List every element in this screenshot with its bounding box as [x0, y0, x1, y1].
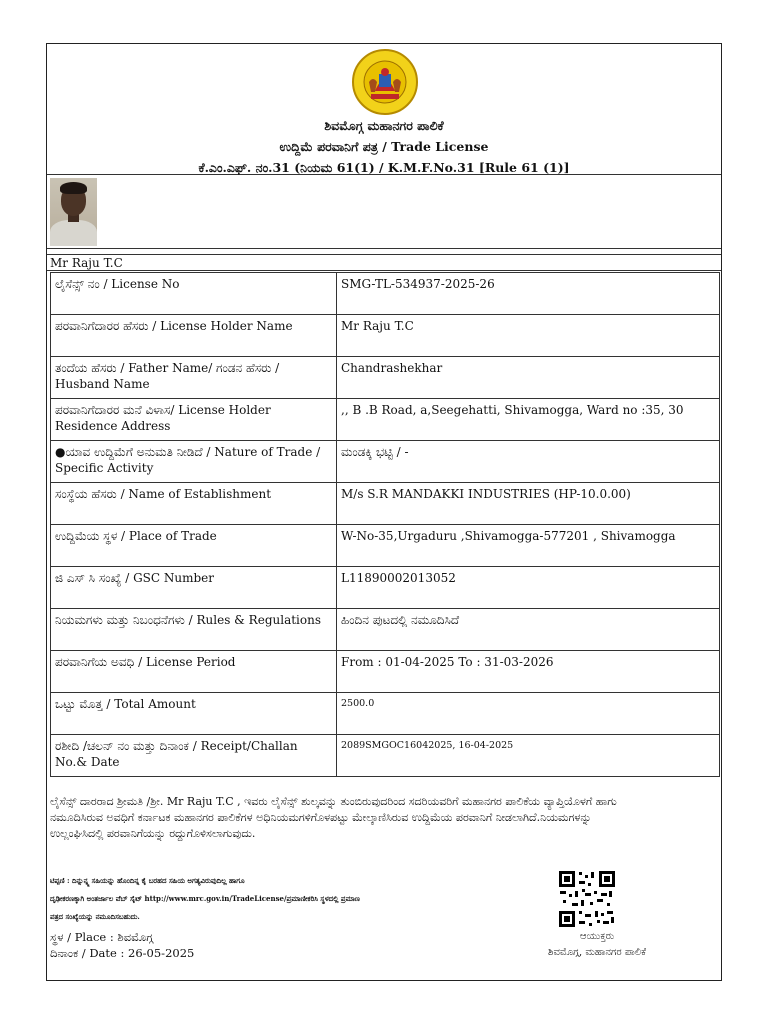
field-label: ಒಟ್ಟು ಮೊತ್ತ / Total Amount — [51, 693, 337, 735]
table-row — [51, 357, 720, 399]
field-label: ಲೈಸೆನ್ಸ್ ನಂ / License No — [51, 273, 337, 315]
field-label: ಉದ್ದಿಮೆಯ ಸ್ಥಳ / Place of Trade — [51, 525, 337, 567]
field-label: ಜಿ ಎಸ್ ಸಿ ಸಂಖ್ಯೆ / GSC Number — [51, 567, 337, 609]
photo-row — [47, 174, 721, 249]
license-number-value: SMG-TL-534937-2025-26 — [337, 273, 720, 315]
field-label: ರಶೀದಿ /ಚಲನ್ ನಂ ಮತ್ತು ದಿನಾಂಕ / Receipt/Challan No.& Date — [51, 735, 337, 777]
table-row — [51, 399, 720, 441]
field-label: ಪರವಾನಿಗೆಯ ಅವಧಿ / License Period — [51, 651, 337, 693]
trade-license-document — [46, 43, 722, 981]
place-label: ಸ್ಥಳ / Place : ಶಿವಮೊಗ್ಗ — [50, 930, 154, 944]
footnote-line: ಪತ್ರದ ಸಂಖ್ಯೆಯನ್ನು ನಮೂದಿಸಬಹುದು. — [50, 912, 140, 921]
residence-address-value: ,, B .B Road, a,Seegehatti, Shivamogga, Ward no :35, 30 — [337, 399, 720, 441]
field-label: ಪರವಾನಿಗೆದಾರರ ಮನೆ ವಿಳಾಸ/ License Holder Residence Address — [51, 399, 337, 441]
table-row — [51, 693, 720, 735]
license-details-table — [50, 272, 720, 777]
license-holder-photo — [50, 178, 97, 246]
table-row — [51, 525, 720, 567]
table-row — [51, 567, 720, 609]
holder-name-value: Mr Raju T.C — [337, 315, 720, 357]
field-label: ಸಂಸ್ಥೆಯ ಹೆಸರು / Name of Establishment — [51, 483, 337, 525]
table-row — [51, 315, 720, 357]
footnote-line: ಟಿಪ್ಪಣಿ : ದಿನ್ನುನ್ನ್ನ ಸಹಿಯನ್ನು ಹೊಂದಿನ್ನ ಕೈ ಬರಹದ ಸಹಿಯ ಅಗತ್ಯವಿರುವುದಿಲ್ಲ ಹಾಗೂ — [50, 876, 245, 885]
declaration-text: ಲೈಸೆನ್ಸ್ ದಾರರಾದ ಶ್ರೀಮತಿ /ಶ್ರೀ. Mr Raju T.C , ಇವರು ಲೈಸೆನ್ಸ್ ಶುಲ್ಕವನ್ನು ತುಂಬಿರುವುದರಿಂದ ಸದರಿಯವರಿಗೆ ಮಹಾನಗರ ಪಾಲಿಕೆಯ ವ್ಯಾಪ್ತಿಯೊಳಗೆ ಹಾಗು ನಮೂದಿಸಿರುವ ಅವಧಿಗೆ ಕರ್ನಾಟಕ ಮಹಾನಗರ ಪಾಲಿಕೆಗಳ ಅಧಿನಿಯಮಗಳಿಗೊಳಪಟ್ಟು ಮೇಲ್ಕಾಣಿಸಿರುವ ಉದ್ದಿಮೆಯ ಪರವಾನಿಗೆ ನೀಡಲಾಗಿದೆ.ನಿಯಮಗಳನ್ನು ಉಲ್ಲಂಘಿಸಿದಲ್ಲಿ ಪರವಾನಿಗೆಯನ್ನು ರದ್ದುಗೊಳಿಸಲಾಗುವುದು. — [50, 795, 617, 840]
form-reference: ಕೆ.ಎಂ.ಎಫ್. ನಂ.31 (ನಿಯಮ 61(1) / K.M.F.No.31 [Rule 61 (1)] — [198, 160, 570, 175]
karnataka-emblem-icon — [351, 48, 419, 116]
qr-code-icon — [557, 869, 617, 929]
total-amount-value: 2500.0 — [337, 693, 720, 735]
footnote — [50, 872, 550, 926]
father-name-value: Chandrashekhar — [337, 357, 720, 399]
table-row — [51, 651, 720, 693]
table-row — [51, 273, 720, 315]
document-header — [47, 44, 721, 175]
license-period-value: From : 01-04-2025 To : 31-03-2026 — [337, 651, 720, 693]
field-label: ಪರವಾನಿಗೆದಾರರ ಹೆಸರು / License Holder Name — [51, 315, 337, 357]
field-label: ●ಯಾವ ಉದ್ದಿಮೆಗೆ ಅನುಮತಿ ನೀಡಿದೆ / Nature of Trade / Specific Activity — [51, 441, 337, 483]
footnote-line: ದೃಢೀಕರಣಕ್ಕಾಗಿ ಅಂತರ್ಜಾಲ ವೆಬ್ ಸೈಟ್ http://www.mrc.gov.in/TradeLicense/ಪ್ರಮಾಣೀಕರಿಸಿ ಸ್ಥಳದಲ್ಲಿ ಪ್ರಮಾಣ — [50, 894, 360, 903]
place-and-date — [50, 929, 194, 961]
field-label: ತಂದೆಯ ಹೆಸರು / Father Name/ ಗಂಡನ ಹೆಸರು / Husband Name — [51, 357, 337, 399]
rules-value: ಹಿಂದಿನ ಪುಟದಲ್ಲಿ ನಮೂದಿಸಿದೆ — [337, 609, 720, 651]
signatory-org: ಶಿವಮೊಗ್ಗ, ಮಹಾನಗರ ಪಾಲಿಕೆ — [547, 947, 647, 958]
table-row — [51, 735, 720, 777]
table-row — [51, 441, 720, 483]
field-label: ನಿಯಮಗಳು ಮತ್ತು ನಿಬಂಧನೆಗಳು / Rules & Regulations — [51, 609, 337, 651]
date-label: ದಿನಾಂಕ / Date : 26-05-2025 — [50, 946, 195, 960]
gsc-number-value: L11890002013052 — [337, 567, 720, 609]
receipt-challan-value: 2089SMGOC16042025, 16-04-2025 — [337, 735, 720, 777]
table-row — [51, 609, 720, 651]
signatory-block — [497, 929, 697, 961]
place-of-trade-value: W-No-35,Urgaduru ,Shivamogga-577201 , Shivamogga — [337, 525, 720, 567]
establishment-name-value: M/s S.R MANDAKKI INDUSTRIES (HP-10.0.00) — [337, 483, 720, 525]
signatory-title: ಆಯುಕ್ತರು — [579, 931, 615, 942]
holder-name-caption: Mr Raju T.C — [47, 254, 721, 271]
corporation-name: ಶಿವಮೊಗ್ಗ ಮಹಾನಗರ ಪಾಲಿಕೆ — [324, 118, 444, 133]
document-title: ಉದ್ದಿಮೆ ಪರವಾನಿಗೆ ಪತ್ರ / Trade License — [279, 139, 489, 154]
table-row — [51, 483, 720, 525]
nature-of-trade-value: ಮಂಡಕ್ಕಿ ಭಟ್ಟಿ / - — [337, 441, 720, 483]
